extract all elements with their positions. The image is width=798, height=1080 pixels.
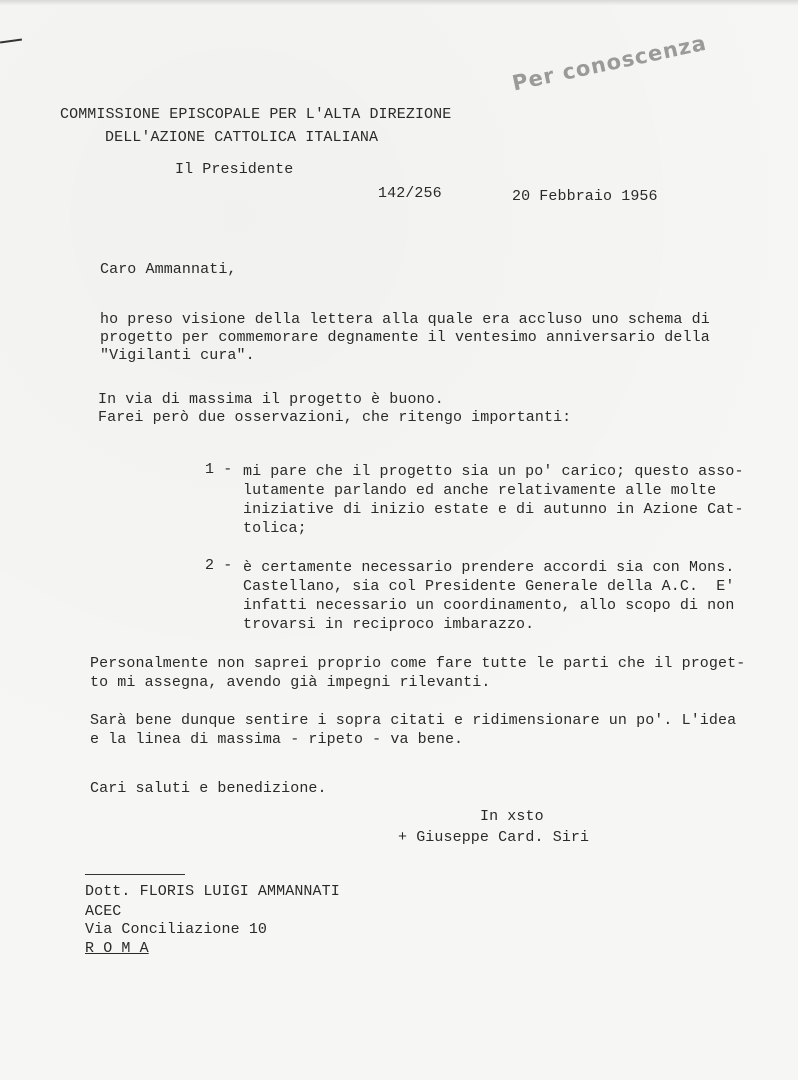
observation-line: mi pare che il progetto sia un po' carico; questo asso- [243, 463, 744, 480]
paragraph3-line: to mi assegna, avendo già impegni rilevanti. [90, 674, 491, 691]
observation-line: trovarsi in reciproco imbarazzo. [243, 616, 535, 633]
observation-line: tolica; [243, 520, 307, 537]
paragraph2-line: Farei però due osservazioni, che ritengo importanti: [98, 409, 572, 426]
observation-line: lutamente parlando ed anche relativamente alle molte [243, 482, 717, 499]
margin-mark [0, 38, 22, 43]
observation-line: è certamente necessario prendere accordi sia con Mons. [243, 559, 735, 576]
paragraph2-line: In via di massima il progetto è buono. [98, 391, 444, 408]
letterhead-role: Il Presidente [175, 161, 294, 178]
paragraph3-line: Personalmente non saprei proprio come fare tutte le parti che il proget- [90, 655, 746, 672]
stamp-per-conoscenza: Per conoscenza [510, 30, 709, 96]
signature: + Giuseppe Card. Siri [398, 829, 590, 846]
recipient-street: Via Conciliazione 10 [85, 921, 268, 938]
protocol-number: 142/256 [378, 185, 442, 202]
closing: Cari saluti e benedizione. [90, 780, 327, 797]
signoff: In xsto [480, 808, 544, 825]
observation-number: 2 - [205, 557, 233, 574]
paragraph1-line: ho preso visione della lettera alla quale era accluso uno schema di [100, 311, 710, 328]
observation-line: iniziative di inizio estate e di autunno in Azione Cat- [243, 501, 744, 518]
separator-line [85, 874, 185, 875]
letterhead-line1: COMMISSIONE EPISCOPALE PER L'ALTA DIREZIONE [60, 106, 452, 123]
letterhead-line2: DELL'AZIONE CATTOLICA ITALIANA [105, 129, 379, 146]
paragraph4-line: Sarà bene dunque sentire i sopra citati e ridimensionare un po'. L'idea [90, 712, 737, 729]
scan-edge [0, 0, 798, 6]
observation-line: infatti necessario un coordinamento, allo scopo di non [243, 597, 735, 614]
paragraph4-line: e la linea di massima - ripeto - va bene. [90, 731, 464, 748]
paragraph1-line: "Vigilanti cura". [100, 347, 255, 364]
recipient-name: Dott. FLORIS LUIGI AMMANNATI [85, 883, 340, 900]
paragraph1-line: progetto per commemorare degnamente il ventesimo anniversario della [100, 329, 710, 346]
recipient-org: ACEC [85, 903, 122, 920]
letter-date: 20 Febbraio 1956 [512, 188, 658, 205]
observation-line: Castellano, sia col Presidente Generale della A.C. E' [243, 578, 735, 595]
observation-number: 1 - [205, 461, 233, 478]
recipient-city: R O M A [85, 940, 149, 957]
salutation: Caro Ammannati, [100, 261, 237, 278]
